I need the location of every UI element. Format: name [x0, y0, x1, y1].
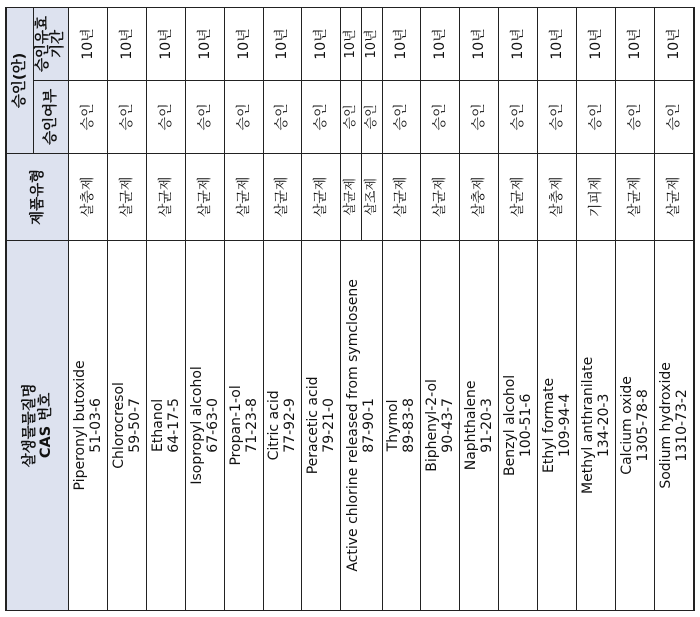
table-row — [615, 8, 654, 611]
validity-period-cell: 10년 — [107, 8, 146, 81]
validity-period-cell: 10년 — [361, 8, 382, 81]
substance-cell — [302, 240, 341, 610]
substance-cell — [577, 240, 616, 610]
approval-status-cell: 승인 — [654, 80, 694, 153]
approval-status-cell: 승인 — [382, 80, 421, 153]
table-row — [185, 8, 224, 611]
product-type-cell: 살충제 — [538, 153, 577, 240]
approval-status-cell: 승인 — [577, 80, 616, 153]
substance-cell — [421, 240, 460, 610]
substance-cell — [107, 240, 146, 610]
substance-cell — [382, 240, 421, 610]
cas-number: 59-50-7 — [126, 398, 143, 453]
approval-status-cell: 승인 — [538, 80, 577, 153]
substance-cell — [538, 240, 577, 610]
substance-cell — [341, 240, 382, 610]
validity-period-cell: 10년 — [654, 8, 694, 81]
table-row — [382, 8, 421, 611]
substance-name: Ethanol — [149, 398, 166, 452]
validity-period-cell: 10년 — [146, 8, 185, 81]
substance-name: Calcium oxide — [618, 376, 635, 475]
table-row — [69, 8, 108, 611]
substance-name: Ethyl formate — [541, 377, 558, 473]
header-validity-period: 승인유효기간 — [34, 8, 69, 81]
product-type-cell: 살균제 — [107, 153, 146, 240]
header-row-top — [6, 8, 34, 611]
cas-number: 71-23-8 — [243, 398, 260, 453]
table-row — [224, 8, 263, 611]
substance-name: Sodium hydroxide — [657, 362, 674, 489]
header-approval-group: 승인(안) — [6, 8, 34, 154]
approval-status-cell: 승인 — [341, 80, 362, 153]
product-type-cell: 살충제 — [69, 153, 108, 240]
substance-cell — [499, 240, 538, 610]
cas-number: 100-51-6 — [518, 393, 535, 458]
substance-cell — [224, 240, 263, 610]
substance-cell — [654, 240, 694, 610]
table-row — [421, 8, 460, 611]
cas-number: 51-03-6 — [87, 398, 104, 453]
table-row — [302, 8, 341, 611]
validity-period-cell: 10년 — [69, 8, 108, 81]
approval-status-cell: 승인 — [615, 80, 654, 153]
substance-name: Isopropyl alcohol — [188, 366, 205, 485]
substance-name: Citric acid — [266, 390, 283, 461]
substance-name: Chlorocresol — [110, 382, 127, 469]
product-type-cell: 살균제 — [382, 153, 421, 240]
validity-period-cell: 10년 — [577, 8, 616, 81]
validity-period-cell: 10년 — [263, 8, 302, 81]
cas-number: 87-90-1 — [361, 398, 378, 453]
substance-name: Benzyl alcohol — [502, 374, 519, 476]
validity-period-cell: 10년 — [615, 8, 654, 81]
product-type-cell: 살균제 — [302, 153, 341, 240]
product-type-cell: 살균제 — [615, 153, 654, 240]
substance-name: Naphthalene — [463, 380, 480, 471]
cas-number: 134-20-3 — [596, 393, 613, 458]
table-row — [577, 8, 616, 611]
approval-status-cell: 승인 — [185, 80, 224, 153]
product-type-cell: 살조제 — [361, 153, 382, 240]
cas-number: 1305-78-8 — [634, 389, 651, 462]
product-type-cell: 살충제 — [460, 153, 499, 240]
substance-name: Active chlorine released from symclosene — [345, 279, 362, 572]
table-row — [146, 8, 185, 611]
validity-period-cell: 10년 — [460, 8, 499, 81]
substance-cell — [185, 240, 224, 610]
substance-cell — [615, 240, 654, 610]
header-cas-label: CAS 번호 — [37, 392, 54, 459]
validity-period-cell: 10년 — [499, 8, 538, 81]
substance-name: Thymol — [385, 399, 402, 452]
cas-number: 91-20-3 — [479, 398, 496, 453]
product-type-cell: 살균제 — [263, 153, 302, 240]
approval-status-cell: 승인 — [263, 80, 302, 153]
substance-name: Peracetic acid — [305, 376, 322, 475]
approval-status-cell: 승인 — [302, 80, 341, 153]
cas-number: 109-94-4 — [557, 393, 574, 458]
header-product-type: 제품유형 — [6, 153, 69, 240]
substance-cell — [263, 240, 302, 610]
product-type-cell: 살균제 — [499, 153, 538, 240]
cas-number: 67-63-0 — [204, 398, 221, 453]
table-row — [341, 8, 362, 611]
substance-name: Biphenyl-2-ol — [424, 379, 441, 472]
substance-name: Methyl anthranilate — [580, 356, 597, 494]
approval-status-cell: 승인 — [460, 80, 499, 153]
substance-name: Propan-1-ol — [227, 385, 244, 466]
cas-number: 1310-73-2 — [673, 389, 690, 462]
table-body — [69, 8, 695, 611]
table-row — [654, 8, 694, 611]
product-type-cell: 살균제 — [146, 153, 185, 240]
table-row — [499, 8, 538, 611]
approval-status-cell: 승인 — [69, 80, 108, 153]
table-row — [538, 8, 577, 611]
cas-number: 64-17-5 — [165, 398, 182, 453]
product-type-cell: 살균제 — [421, 153, 460, 240]
substance-name: Piperonyl butoxide — [71, 360, 88, 491]
cas-number: 77-92-9 — [282, 398, 299, 453]
validity-period-cell: 10년 — [224, 8, 263, 81]
substance-cell — [460, 240, 499, 610]
validity-period-cell: 10년 — [302, 8, 341, 81]
cas-number: 90-43-7 — [440, 398, 457, 453]
approval-status-cell: 승인 — [146, 80, 185, 153]
header-name-label: 살생물물질명 — [21, 383, 38, 468]
table-row — [107, 8, 146, 611]
approval-status-cell: 승인 — [107, 80, 146, 153]
header-approval-status: 승인여부 — [34, 80, 69, 153]
product-type-cell: 살균제 — [185, 153, 224, 240]
validity-period-cell: 10년 — [185, 8, 224, 81]
product-type-cell: 살균제 — [341, 153, 362, 240]
approval-status-cell: 승인 — [361, 80, 382, 153]
approval-status-cell: 승인 — [224, 80, 263, 153]
approval-status-cell: 승인 — [421, 80, 460, 153]
table-row — [460, 8, 499, 611]
table-row — [263, 8, 302, 611]
validity-period-cell: 10년 — [341, 8, 362, 81]
validity-period-cell: 10년 — [421, 8, 460, 81]
product-type-cell: 기피제 — [577, 153, 616, 240]
biocide-approval-table — [5, 7, 695, 611]
validity-period-cell: 10년 — [382, 8, 421, 81]
product-type-cell: 살균제 — [654, 153, 694, 240]
approval-status-cell: 승인 — [499, 80, 538, 153]
cas-number: 79-21-0 — [321, 398, 338, 453]
substance-cell — [146, 240, 185, 610]
validity-period-cell: 10년 — [538, 8, 577, 81]
cas-number: 89-83-8 — [401, 398, 418, 453]
substance-cell — [69, 240, 108, 610]
header-substance-name — [6, 240, 69, 610]
product-type-cell: 살균제 — [224, 153, 263, 240]
